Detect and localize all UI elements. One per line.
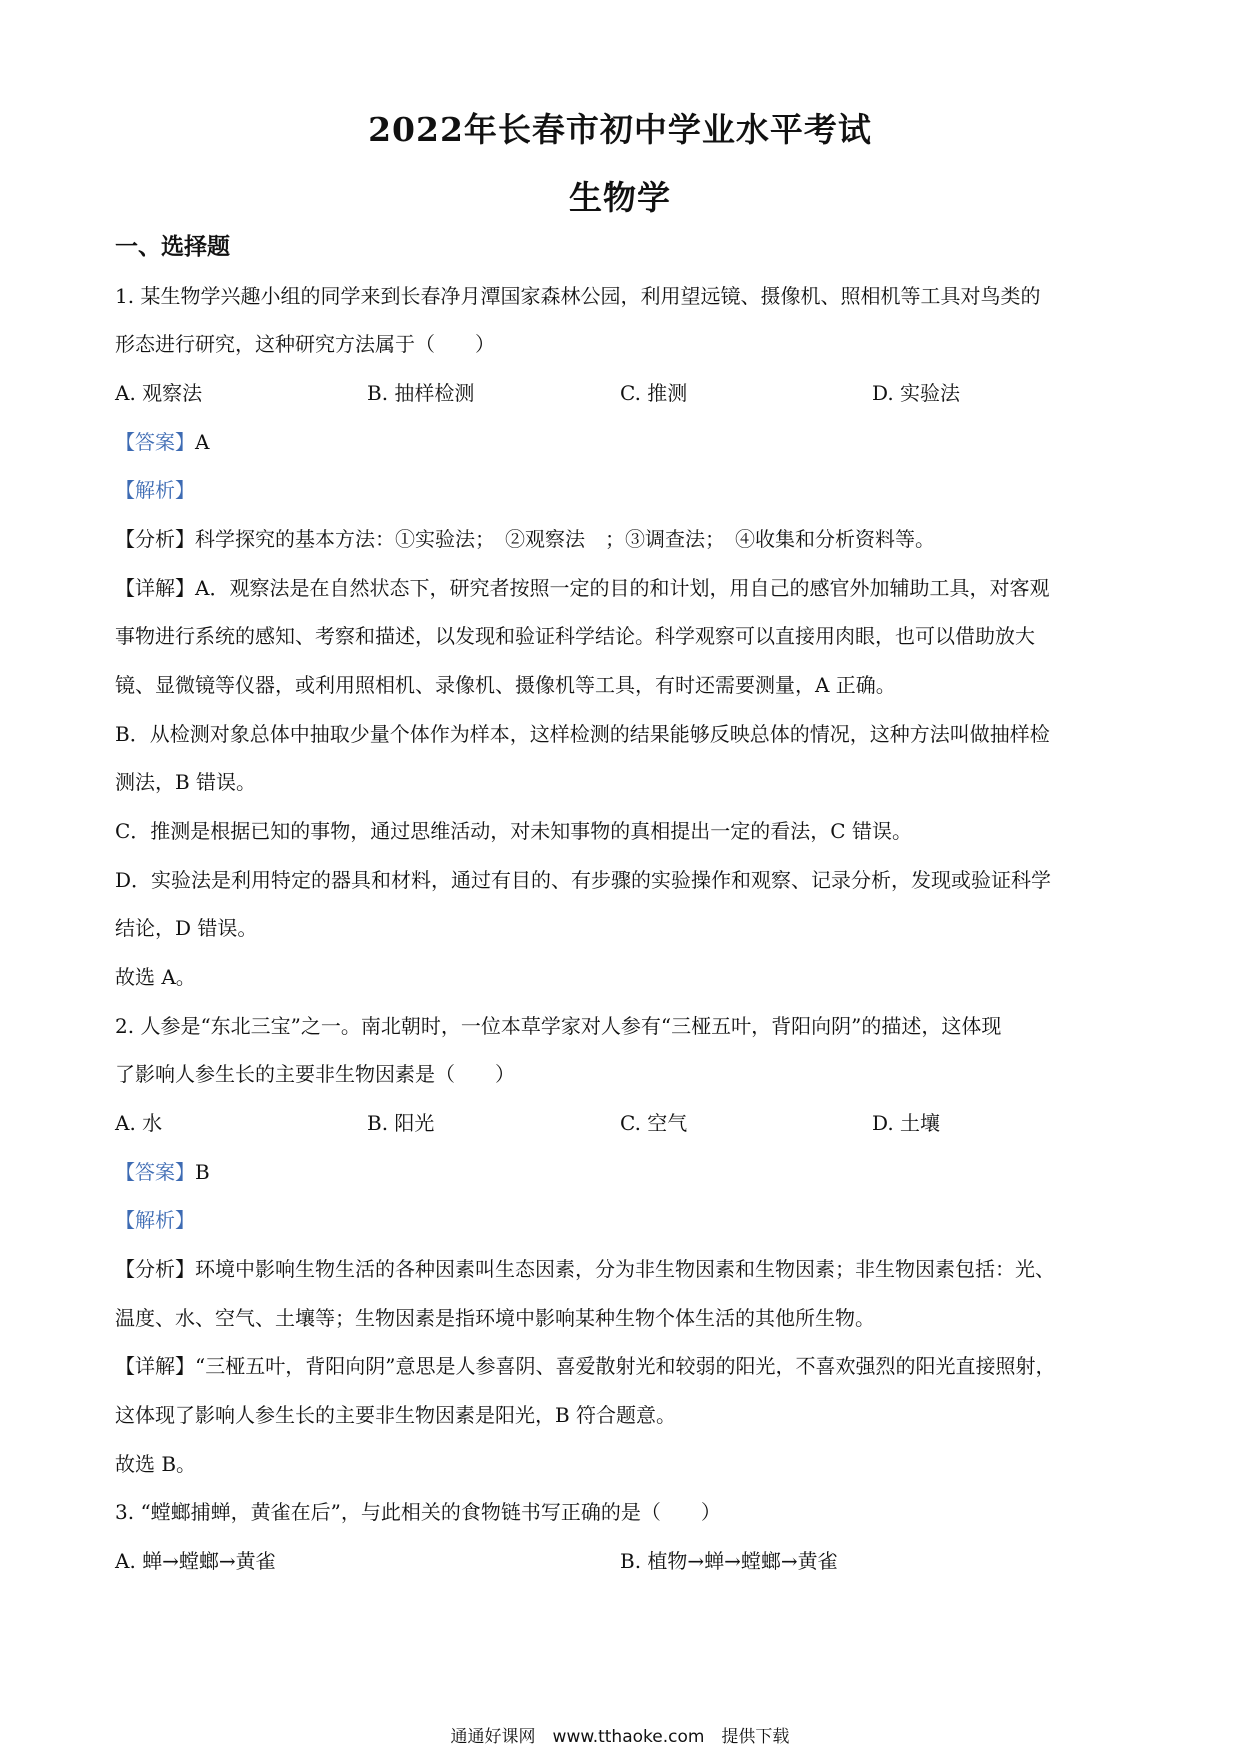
q2-fenxi-text1: 环境中影响生物生活的各种因素叫生态因素，分为非生物因素和生物因素；非生物因素包括：光、	[195, 1257, 1055, 1281]
q1-option-b: B. 抽样检测	[367, 381, 475, 405]
subject-title: 生物学	[569, 178, 671, 217]
q1-options	[115, 378, 1125, 408]
q2-options	[115, 1108, 1125, 1138]
q1-detail-tag: 【详解】	[115, 576, 195, 600]
q3-options	[115, 1546, 1125, 1576]
q1-conclusion: 故选 A。	[115, 965, 196, 989]
q1-option-a: A. 观察法	[115, 381, 203, 405]
q1-fenxi-text: 科学探究的基本方法：①实验法； ②观察法 ；③调查法； ④收集和分析资料等。	[195, 527, 935, 551]
section-title: 一、选择题	[115, 233, 230, 260]
q1-answer-value: A	[195, 430, 210, 454]
q2-answer-value: B	[195, 1160, 210, 1184]
q2-option-c: C. 空气	[620, 1111, 688, 1135]
q2-detail-text1: “三桠五叶，背阳向阴”意思是人参喜阴、喜爱散射光和较弱的阳光，不喜欢强烈的阳光直接照射，	[195, 1354, 1056, 1378]
q1-answer-tag: 【答案】	[115, 430, 195, 454]
q1-c-line: C．推测是根据已知的事物，通过思维活动，对未知事物的真相提出一定的看法，C 错误。	[115, 819, 912, 843]
q1-d-line2: 结论，D 错误。	[115, 916, 258, 940]
q2-analysis-tag: 【解析】	[115, 1208, 195, 1232]
q1-analysis-tag: 【解析】	[115, 478, 195, 502]
q1-detail-line3: 镜、显微镜等仪器，或利用照相机、录像机、摄像机等工具，有时还需要测量，A 正确。	[115, 673, 896, 697]
q1-stem-line2: 形态进行研究，这种研究方法属于（ ）	[115, 332, 495, 356]
q2-fenxi-line1	[115, 1254, 1125, 1284]
q2-answer-tag: 【答案】	[115, 1160, 195, 1184]
q2-fenxi-line2: 温度、水、空气、土壤等；生物因素是指环境中影响某种生物个体生活的其他所生物。	[115, 1306, 875, 1330]
q2-detail-tag: 【详解】	[115, 1354, 195, 1378]
q1-stem-line1: 1. 某生物学兴趣小组的同学来到长春净月潭国家森林公园，利用望远镜、摄像机、照相机等工具对鸟类的	[115, 284, 1041, 308]
q2-detail-line1	[115, 1351, 1125, 1381]
q2-option-d: D. 土壤	[872, 1111, 941, 1135]
q2-option-b: B. 阳光	[367, 1111, 435, 1135]
q1-b-line1: B．从检测对象总体中抽取少量个体作为样本，这样检测的结果能够反映总体的情况，这种方法叫做抽样检	[115, 722, 1050, 746]
q1-option-d: D. 实验法	[872, 381, 961, 405]
q3-option-b: B. 植物→蝉→螳螂→黄雀	[620, 1549, 838, 1573]
q1-b-line2: 测法，B 错误。	[115, 770, 257, 794]
q1-detail-line1	[115, 573, 1125, 603]
q1-detail-line2: 事物进行系统的感知、考察和描述，以发现和验证科学结论。科学观察可以直接用肉眼，也可以借助放大	[115, 624, 1035, 648]
q2-answer	[115, 1157, 1125, 1187]
q3-stem: 3. “螳螂捕蝉，黄雀在后”，与此相关的食物链书写正确的是（ ）	[115, 1500, 721, 1524]
page-footer: 通通好课网 www.tthaoke.com 提供下载	[450, 1727, 790, 1747]
q2-detail-line2: 这体现了影响人参生长的主要非生物因素是阳光，B 符合题意。	[115, 1403, 677, 1427]
q2-stem-line2: 了影响人参生长的主要非生物因素是（ ）	[115, 1062, 515, 1086]
q1-d-line1: D．实验法是利用特定的器具和材料，通过有目的、有步骤的实验操作和观察、记录分析，发现或验证科学	[115, 868, 1052, 892]
q1-answer	[115, 427, 1125, 457]
q1-fenxi-tag: 【分析】	[115, 527, 195, 551]
q2-stem-line1: 2. 人参是“东北三宝”之一。南北朝时，一位本草学家对人参有“三桠五叶，背阳向阴”的描述，这体现	[115, 1014, 1002, 1038]
q1-option-c: C. 推测	[620, 381, 688, 405]
q1-detail-text1: A．观察法是在自然状态下，研究者按照一定的目的和计划，用自己的感官外加辅助工具，对客观	[195, 576, 1050, 600]
q2-fenxi-tag: 【分析】	[115, 1257, 195, 1281]
q3-option-a: A. 蝉→螳螂→黄雀	[115, 1549, 276, 1573]
exam-title: 2022年长春市初中学业水平考试	[368, 110, 872, 149]
q2-option-a: A. 水	[115, 1111, 163, 1135]
q1-fenxi	[115, 524, 1125, 554]
q2-conclusion: 故选 B。	[115, 1452, 197, 1476]
